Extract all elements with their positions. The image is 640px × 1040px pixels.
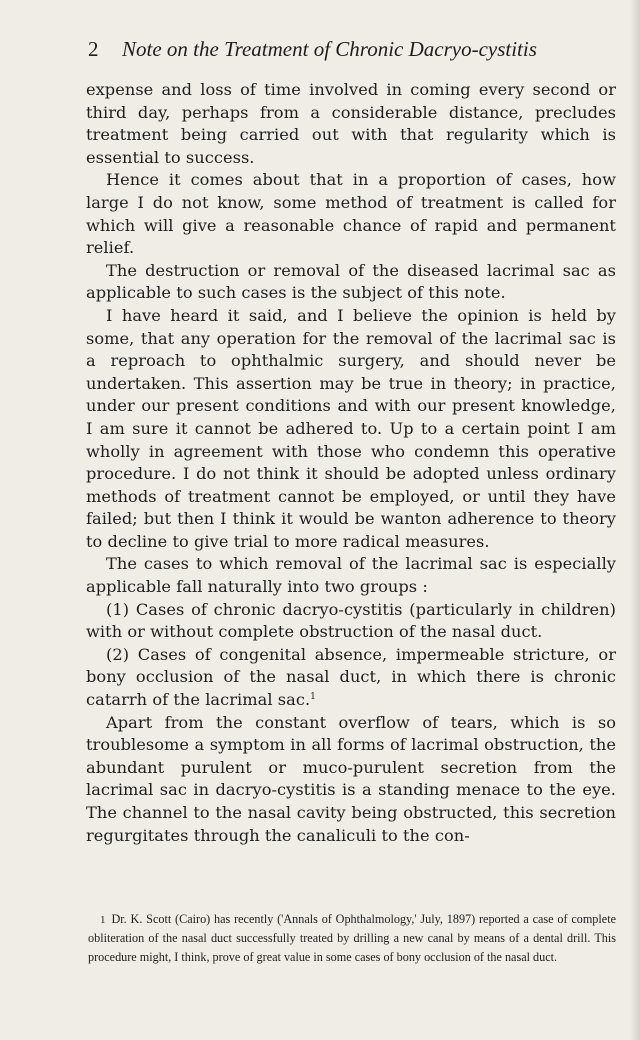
page-edge-shadow bbox=[630, 0, 640, 1040]
paragraph-groups: The cases to which removal of the lacrimal sac is especially applicable fall naturally into two groups : bbox=[86, 554, 616, 597]
footnote-text: Dr. K. Scott (Cairo) has recently ('Annals of Ophthalmology,' July, 1897) reported a case of complete obliteration of the nasal duct successfully treated by drilling a new canal by means of a dental drill. This procedure might, I think, prove of great value in some cases of bony occlusion of the nasal duct. bbox=[88, 912, 616, 964]
footnote bbox=[88, 910, 616, 966]
list-item-group-2 bbox=[86, 644, 616, 712]
paragraph-apart: Apart from the constant overflow of tears, which is so troublesome a symptom in all forms of lacrimal obstruction, the abundant purulent or muco-purulent secretion from the lacrimal sac in dacryo-cystitis is a standing menace to the eye. The channel to the nasal cavity being obstructed, this secretion regurgitates through the canaliculi to the con- bbox=[86, 712, 616, 845]
paragraph-opinion: I have heard it said, and I believe the opinion is held by some, that any operation for the removal of the lacrimal sac is a reproach to ophthalmic surgery, and should never be undertaken. This assertion may be true in theory; in practice, under our present conditions and with our present knowledge, I am sure it cannot be adhered to. Up to a certain point I am wholly in agreement with those who condemn this operative procedure. I do not think it should be adopted unless ordinary methods of treatment cannot be employed, or until they have failed; but then I think it would be wanton adherence to theory to decline to give trial to more radical measures. bbox=[86, 305, 616, 551]
footnote-reference: 1 bbox=[310, 692, 316, 703]
page-number: 2 bbox=[88, 37, 99, 61]
paragraph-hence: Hence it comes about that in a proportion of cases, how large I do not know, some method of treatment is called for which will give a reasonable chance of rapid and permanent relief. bbox=[86, 170, 616, 258]
running-title: Note on the Treatment of Chronic Dacryo-cystitis bbox=[122, 37, 537, 61]
paragraph-continuation: expense and loss of time involved in coming every second or third day, perhaps from a considerable distance, precludes treatment being carried out with that regularity which is essential to success. bbox=[86, 80, 616, 167]
running-header bbox=[88, 36, 608, 62]
body-text bbox=[86, 79, 616, 847]
list-item-group-2-text: (2) Cases of congenital absence, impermeable stricture, or bony occlusion of the nasal duct, in which there is chronic catarrh of the lacrimal sac. bbox=[86, 644, 616, 710]
paragraph-destruction: The destruction or removal of the diseased lacrimal sac as applicable to such cases is the subject of this note. bbox=[86, 260, 616, 303]
list-item-group-1: (1) Cases of chronic dacryo-cystitis (particularly in children) with or without complete obstruction of the nasal duct. bbox=[86, 599, 616, 642]
footnote-marker: 1 bbox=[100, 914, 106, 926]
